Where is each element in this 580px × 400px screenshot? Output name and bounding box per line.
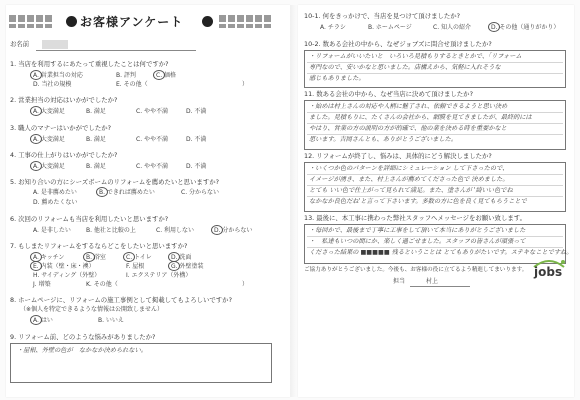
title-pattern-right <box>219 15 279 29</box>
name-label: お名前 <box>10 40 30 48</box>
q13-answer-line: くださった結果の ■■■■■ 残るということは とてもありがたいです。ステキなことですね。 <box>309 249 573 256</box>
q9-answer-box <box>10 343 272 383</box>
q5-text: 5. お知り合いの方にシーズボームのリフォームを薦めたいと思いますか? <box>10 178 219 186</box>
q11-answer-line: ・始めは村上さんの対応や人柄に魅了され、依頼できるようと思い決め <box>309 103 508 110</box>
q10-1-option: C. 知人の紹介 <box>433 24 472 31</box>
q12-answer-line: イメージが湧き、また、村上さんが薦めてくださった色で 決めました。 <box>309 176 509 183</box>
q7-option: J. 増築 <box>33 281 51 288</box>
q1-option: D. 当社の規模 <box>33 81 72 88</box>
q13-text: 13. 最後に、本工事に携わった弊社スタッフへメッセージをお願い致します。 <box>304 214 526 222</box>
q1-option: C. 価格 <box>156 72 177 79</box>
staff-underline <box>410 286 470 287</box>
q10-2-answer-line: 専門なので、安いかなと思いました。店構えから、気軽に入れそうな <box>309 64 501 71</box>
q11-answer-line: やはり、営業の方の説明の方が的確で、他の業を決める時を重要かなと <box>309 125 507 132</box>
q3-option: D. 不満 <box>186 136 207 143</box>
q1-close-paren: ） <box>242 81 249 88</box>
q3-option: B. 満足 <box>86 136 106 143</box>
q1-option: E. その他（ <box>116 81 148 88</box>
q11-text: 11. 数ある会社の中から、なぜ当店に決めて頂けましたか? <box>304 90 473 98</box>
left-page <box>6 5 290 397</box>
q2-option: A. 大変満足 <box>33 108 65 115</box>
q2-option: B. 満足 <box>86 108 106 115</box>
q5-option: B. できれば薦めたい <box>99 189 155 196</box>
q5-option: A. 是非薦めたい <box>33 189 77 196</box>
q7-option: B. 浴室 <box>86 254 106 261</box>
q10-2-answer-box <box>304 50 566 88</box>
q11-answer-line: ました。見積もりに、たくさんの会社から、網膜を見てきましたが、最終的には <box>309 114 532 121</box>
q1-option: B. 評判 <box>116 72 136 79</box>
q1-option: A. 営業担当の対応 <box>33 72 83 79</box>
page-fold <box>290 5 298 397</box>
q4-text: 4. 工事の仕上がりはいかがでしたか? <box>10 151 118 159</box>
q5-option: C. 分からない <box>181 189 220 196</box>
q6-text: 6. 次回のリフォームも当店を利用したいと思いますか? <box>10 215 169 223</box>
q2-option: C. やや不満 <box>136 108 169 115</box>
q10-2-answer-line: ・リフォームがいいたいと いろいろ見積もりするときとかで、「リフォーム <box>309 53 522 60</box>
jobs-logo <box>530 253 568 283</box>
q9-text: 9. リフォーム前、どのような悩みがありましたか? <box>10 333 156 341</box>
q2-text: 2. 営業担当の対応はいかがでしたか? <box>10 96 118 104</box>
q13-answer-box <box>304 224 573 264</box>
q6-option: C. 利用しない <box>156 227 195 234</box>
q1-text: 1. 当店を利用するにあたって重視したことは何ですか? <box>10 60 169 68</box>
staff-name: 村上 <box>426 278 439 285</box>
q4-option: D. 不満 <box>186 163 207 170</box>
q7-option: I. エクステリア（外構） <box>126 272 192 279</box>
q7-option: A. キッチン <box>33 254 65 261</box>
name-redacted <box>42 40 68 49</box>
q12-text: 12. リフォームが終了し、悩みは、具体的にどう解決しましたか? <box>304 152 492 160</box>
q5-option: D. 薦めたくない <box>33 199 78 206</box>
q11-answer-box <box>304 100 566 150</box>
q12-answer-line: とても いい色で仕上がって見られて満足。また、塗さんが '綺いい色でね <box>309 187 513 194</box>
q10-1-text: 10-1. 何をきっかけで、当店を見つけて頂けましたか? <box>304 12 461 20</box>
q3-option: A. 大変満足 <box>33 136 65 143</box>
q7-option: D. 洗面 <box>171 254 192 261</box>
q13-answer-line: ・毎回かで、最後まで丁寧に工事をして頂いて本当にありがとうございました <box>309 227 526 234</box>
q6-option: A. 是非したい <box>33 227 71 234</box>
q10-1-option: A. チラシ <box>320 24 346 31</box>
q7-option: F. 屋根 <box>126 263 145 270</box>
q6-option: D. 分からない <box>214 227 253 234</box>
q4-option: C. やや不満 <box>136 163 169 170</box>
thanks-message: ご協力ありがとうございました。今後も、お客様の役に立てるよう精進してまいります。 <box>304 267 528 273</box>
title-dot-right <box>202 16 213 27</box>
q7-option: H. サイディング（外壁） <box>33 272 101 279</box>
q4-option: A. 大変満足 <box>33 163 65 170</box>
q2-option: D. 不満 <box>186 108 207 115</box>
q6-option: B. 他社と比較の上 <box>86 227 136 234</box>
q3-text: 3. 職人のマナーはいかがでしたか? <box>10 124 111 132</box>
q13-answer-line: ・ 私達もいつの間にか、楽しく過ごせました。スタッフの皆さんが頑張って <box>309 238 526 245</box>
q10-2-text: 10-2. 数ある会社の中から、なぜジョブズに問合せ頂けましたか? <box>304 40 492 48</box>
staff-label: 担当 <box>393 278 406 285</box>
page-title: お客様アンケート <box>80 15 184 29</box>
q8-note: （※個人を特定できるような情報は公開致しません） <box>20 306 164 313</box>
q7-option: E. 内装（壁・床・襖） <box>33 263 95 270</box>
q7-option: C. トイレ <box>126 254 152 261</box>
q7-close-paren: ） <box>242 281 249 288</box>
q12-answer-box <box>304 162 566 212</box>
q12-answer-line: なかなか良色だね'と言って下さいます。多数の方に色を良く見てもらうことで <box>309 198 527 205</box>
right-page <box>298 5 574 397</box>
q7-option: G. 外壁塗装 <box>171 263 204 270</box>
q8-option: A. はい <box>33 317 53 324</box>
logo-text: jobs <box>534 265 563 279</box>
q7-option: K. その他（ <box>86 281 118 288</box>
q7-text: 7. もしまたリフォームをするならどこをしたいと思いますか? <box>10 242 188 250</box>
q3-option: C. やや不満 <box>136 136 169 143</box>
q10-2-answer-line: 感じもありました。 <box>309 75 365 82</box>
q10-1-option: D. その他（通りがかり） <box>491 24 560 31</box>
q8-text: 8. ホームページに、リフォームの施工事例として掲載してもよろしいですか? <box>10 296 232 304</box>
q4-option: B. 満足 <box>86 163 106 170</box>
name-underline <box>36 50 196 51</box>
q11-answer-line: 思います。吉岡さんとも、ありがとうございました。 <box>309 136 458 143</box>
q12-answer-line: ・いくつか色のパターンを詳細にシミュレーション して下さったので、 <box>309 165 509 172</box>
title-dot-left <box>66 16 77 27</box>
q8-option: B. いいえ <box>98 317 124 324</box>
title-pattern-left <box>9 15 59 29</box>
q9-answer: ・屋根、外壁の色が なかなか決められない。 <box>17 347 147 354</box>
q10-1-option: B. ホームページ <box>368 24 412 31</box>
